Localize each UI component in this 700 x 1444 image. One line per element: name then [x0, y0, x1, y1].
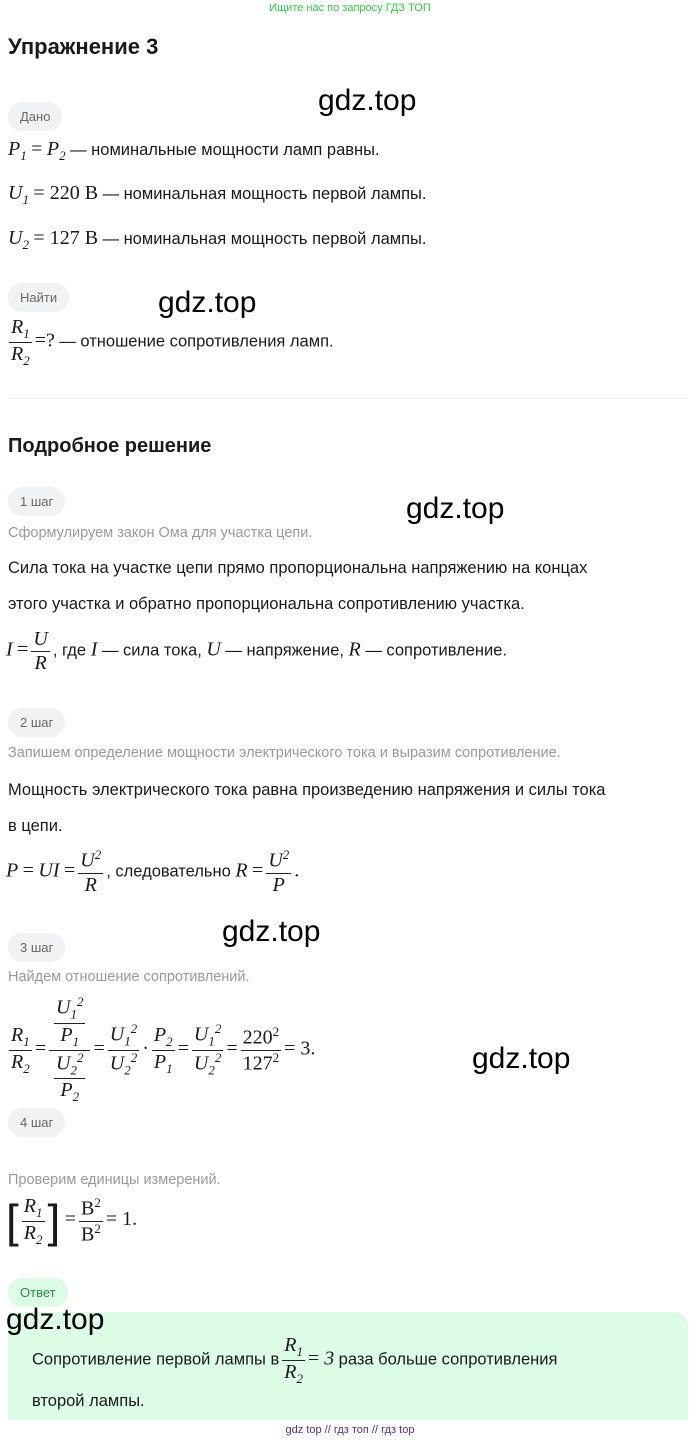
step-2-text: в цепи.: [8, 817, 63, 835]
divider: [8, 398, 688, 399]
step-4-formula: [ $\frac{R_1}{R_2}$ ] = $\frac{В^2}{В^2}$ = 1.: [6, 1194, 138, 1247]
find-line: $\frac{R_1}{R_2}$ =? — отношение сопротивления ламп.: [11, 316, 334, 368]
find-badge: Найти: [8, 283, 69, 312]
step-2-text: Мощность электрического тока равна произведению напряжения и силы тока: [8, 781, 606, 799]
step-2-formula: P = UI = $\frac{U^2}{R}$ , следовательно R = $\frac{U^2}{P}$ .: [6, 847, 300, 896]
watermark: gdz.top: [158, 286, 257, 319]
solution-heading: Подробное решение: [8, 435, 212, 457]
step-1-hint: Сформулируем закон Ома для участка цепи.: [8, 525, 313, 541]
step-3-formula: $\frac{R_1}{R_2}$ = $\frac{\frac{U_1^2}{P_1}}{\frac{U_2^2}{P_2}}$ = $\frac{U_1^2}{U_2^2}$ · $\frac{P_2}{P_1}$ = $\frac{U_1^2}{U_2^2}$ = $\frac{220^2}{127^2}$ = 3.: [11, 994, 316, 1105]
watermark: gdz.top: [472, 1042, 571, 1075]
page-title: Упражнение 3: [8, 34, 159, 59]
watermark: gdz.top: [318, 84, 417, 117]
step-4-badge: 4 шаг: [8, 1108, 65, 1137]
step-4-hint: Проверим единицы измерений.: [8, 1172, 221, 1188]
answer-line-2: второй лампы.: [32, 1392, 145, 1410]
search-banner: Ищите нас по запросу ГДЗ ТОП: [269, 2, 431, 14]
given-line-2: $U_1 = 220$ В — номинальная мощность первой лампы.: [8, 182, 427, 207]
answer-line-1: Сопротивление первой лампы в $\frac{R_1}{R_2}$ = 3 раза больше сопротивления: [32, 1334, 558, 1386]
answer-badge: Ответ: [8, 1278, 68, 1307]
step-1-text: Сила тока на участке цепи прямо пропорциональна напряжению на концах: [8, 559, 588, 577]
step-1-badge: 1 шаг: [8, 487, 65, 516]
given-line-1: $P_1 = P_2$ — номинальные мощности ламп равны.: [8, 138, 380, 163]
step-3-badge: 3 шаг: [8, 933, 65, 962]
step-2-hint: Запишем определение мощности электрического тока и выразим сопротивление.: [8, 745, 561, 761]
footer-links: gdz top // гдз топ // гдз top: [285, 1424, 415, 1436]
step-1-text: этого участка и обратно пропорциональна сопротивлению участка.: [8, 595, 525, 613]
watermark: gdz.top: [222, 915, 321, 948]
step-3-hint: Найдем отношение сопротивлений.: [8, 969, 250, 985]
step-2-badge: 2 шаг: [8, 708, 65, 737]
watermark: gdz.top: [406, 492, 505, 525]
watermark: gdz.top: [6, 1303, 105, 1336]
given-badge: Дано: [8, 102, 62, 131]
step-1-formula: I = $\frac{U}{R}$ , где I — сила тока, U — напряжение, R — сопротивление.: [6, 628, 508, 674]
given-line-3: $U_2 = 127$ В — номинальная мощность первой лампы.: [8, 227, 427, 252]
